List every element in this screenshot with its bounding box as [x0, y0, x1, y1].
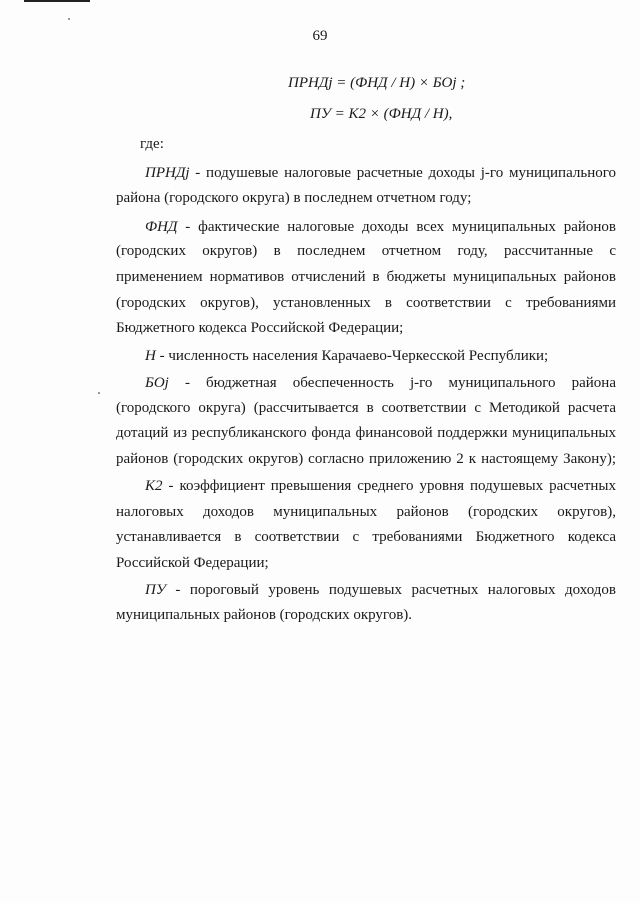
definition-line: [145, 349, 548, 364]
scan-artifact-line: [24, 0, 90, 2]
definition-line: (городских округов) в последнем отчетном году, рассчитанные с: [116, 243, 616, 259]
symbol: ПРНДj: [145, 165, 190, 181]
line-text: - подушевые налоговые расчетные доходы j-го муниципального: [189, 165, 616, 181]
scan-artifact-dot: [68, 18, 70, 20]
line-text: - бюджетная обеспеченность j-го муниципального района: [168, 375, 616, 391]
definition-line: [145, 220, 616, 235]
definition-line: устанавливается в соответствии с требованиями Бюджетного кодекса: [116, 529, 616, 545]
symbol: ФНД: [145, 219, 178, 235]
definition-line: (городских округов), установленных в соответствии с требованиями: [116, 295, 616, 311]
definition-line: [145, 166, 616, 181]
definition-line: Российской Федерации;: [116, 555, 269, 571]
definition-line: района (городского округа) в последнем отчетном году;: [116, 190, 472, 206]
line-text: - пороговый уровень подушевых расчетных налоговых доходов: [165, 582, 616, 598]
where-label: где:: [140, 136, 164, 152]
definition-line: муниципальных районов (городских округов).: [116, 607, 413, 623]
symbol: Н: [145, 348, 156, 364]
line-text: - численность населения Карачаево-Черкесской Республики;: [155, 348, 549, 364]
symbol: БОj: [145, 375, 169, 391]
definition-line: дотаций из республиканского фонда финансовой поддержки муниципальных: [116, 425, 616, 441]
definition-line: [145, 479, 616, 494]
definition-line: применением нормативов отчислений в бюджеты муниципальных районов: [116, 269, 616, 285]
symbol: ПУ: [145, 582, 166, 598]
line-text: - фактические налоговые доходы всех муниципальных районов: [177, 219, 616, 235]
page-number: 69: [312, 28, 328, 44]
scan-artifact-dot: [98, 392, 100, 394]
line-text: - коэффициент превышения среднего уровня подушевых расчетных: [162, 478, 616, 494]
definition-line: Бюджетного кодекса Российской Федерации;: [116, 320, 404, 336]
definition-line: налоговых доходов муниципальных районов (городских округов),: [116, 504, 616, 520]
formula-prndj: ПРНДj = (ФНД / Н) × БОj ;: [288, 75, 466, 91]
definition-line: [145, 376, 616, 391]
definition-line: (городского округа) (рассчитывается в соответствии с Методикой расчета: [116, 400, 616, 416]
formula-pu: ПУ = K2 × (ФНД / Н),: [310, 106, 453, 122]
definition-line: [145, 583, 616, 598]
definition-line: районов (городских округов) согласно приложению 2 к настоящему Закону);: [116, 451, 616, 467]
symbol: K2: [145, 478, 163, 494]
